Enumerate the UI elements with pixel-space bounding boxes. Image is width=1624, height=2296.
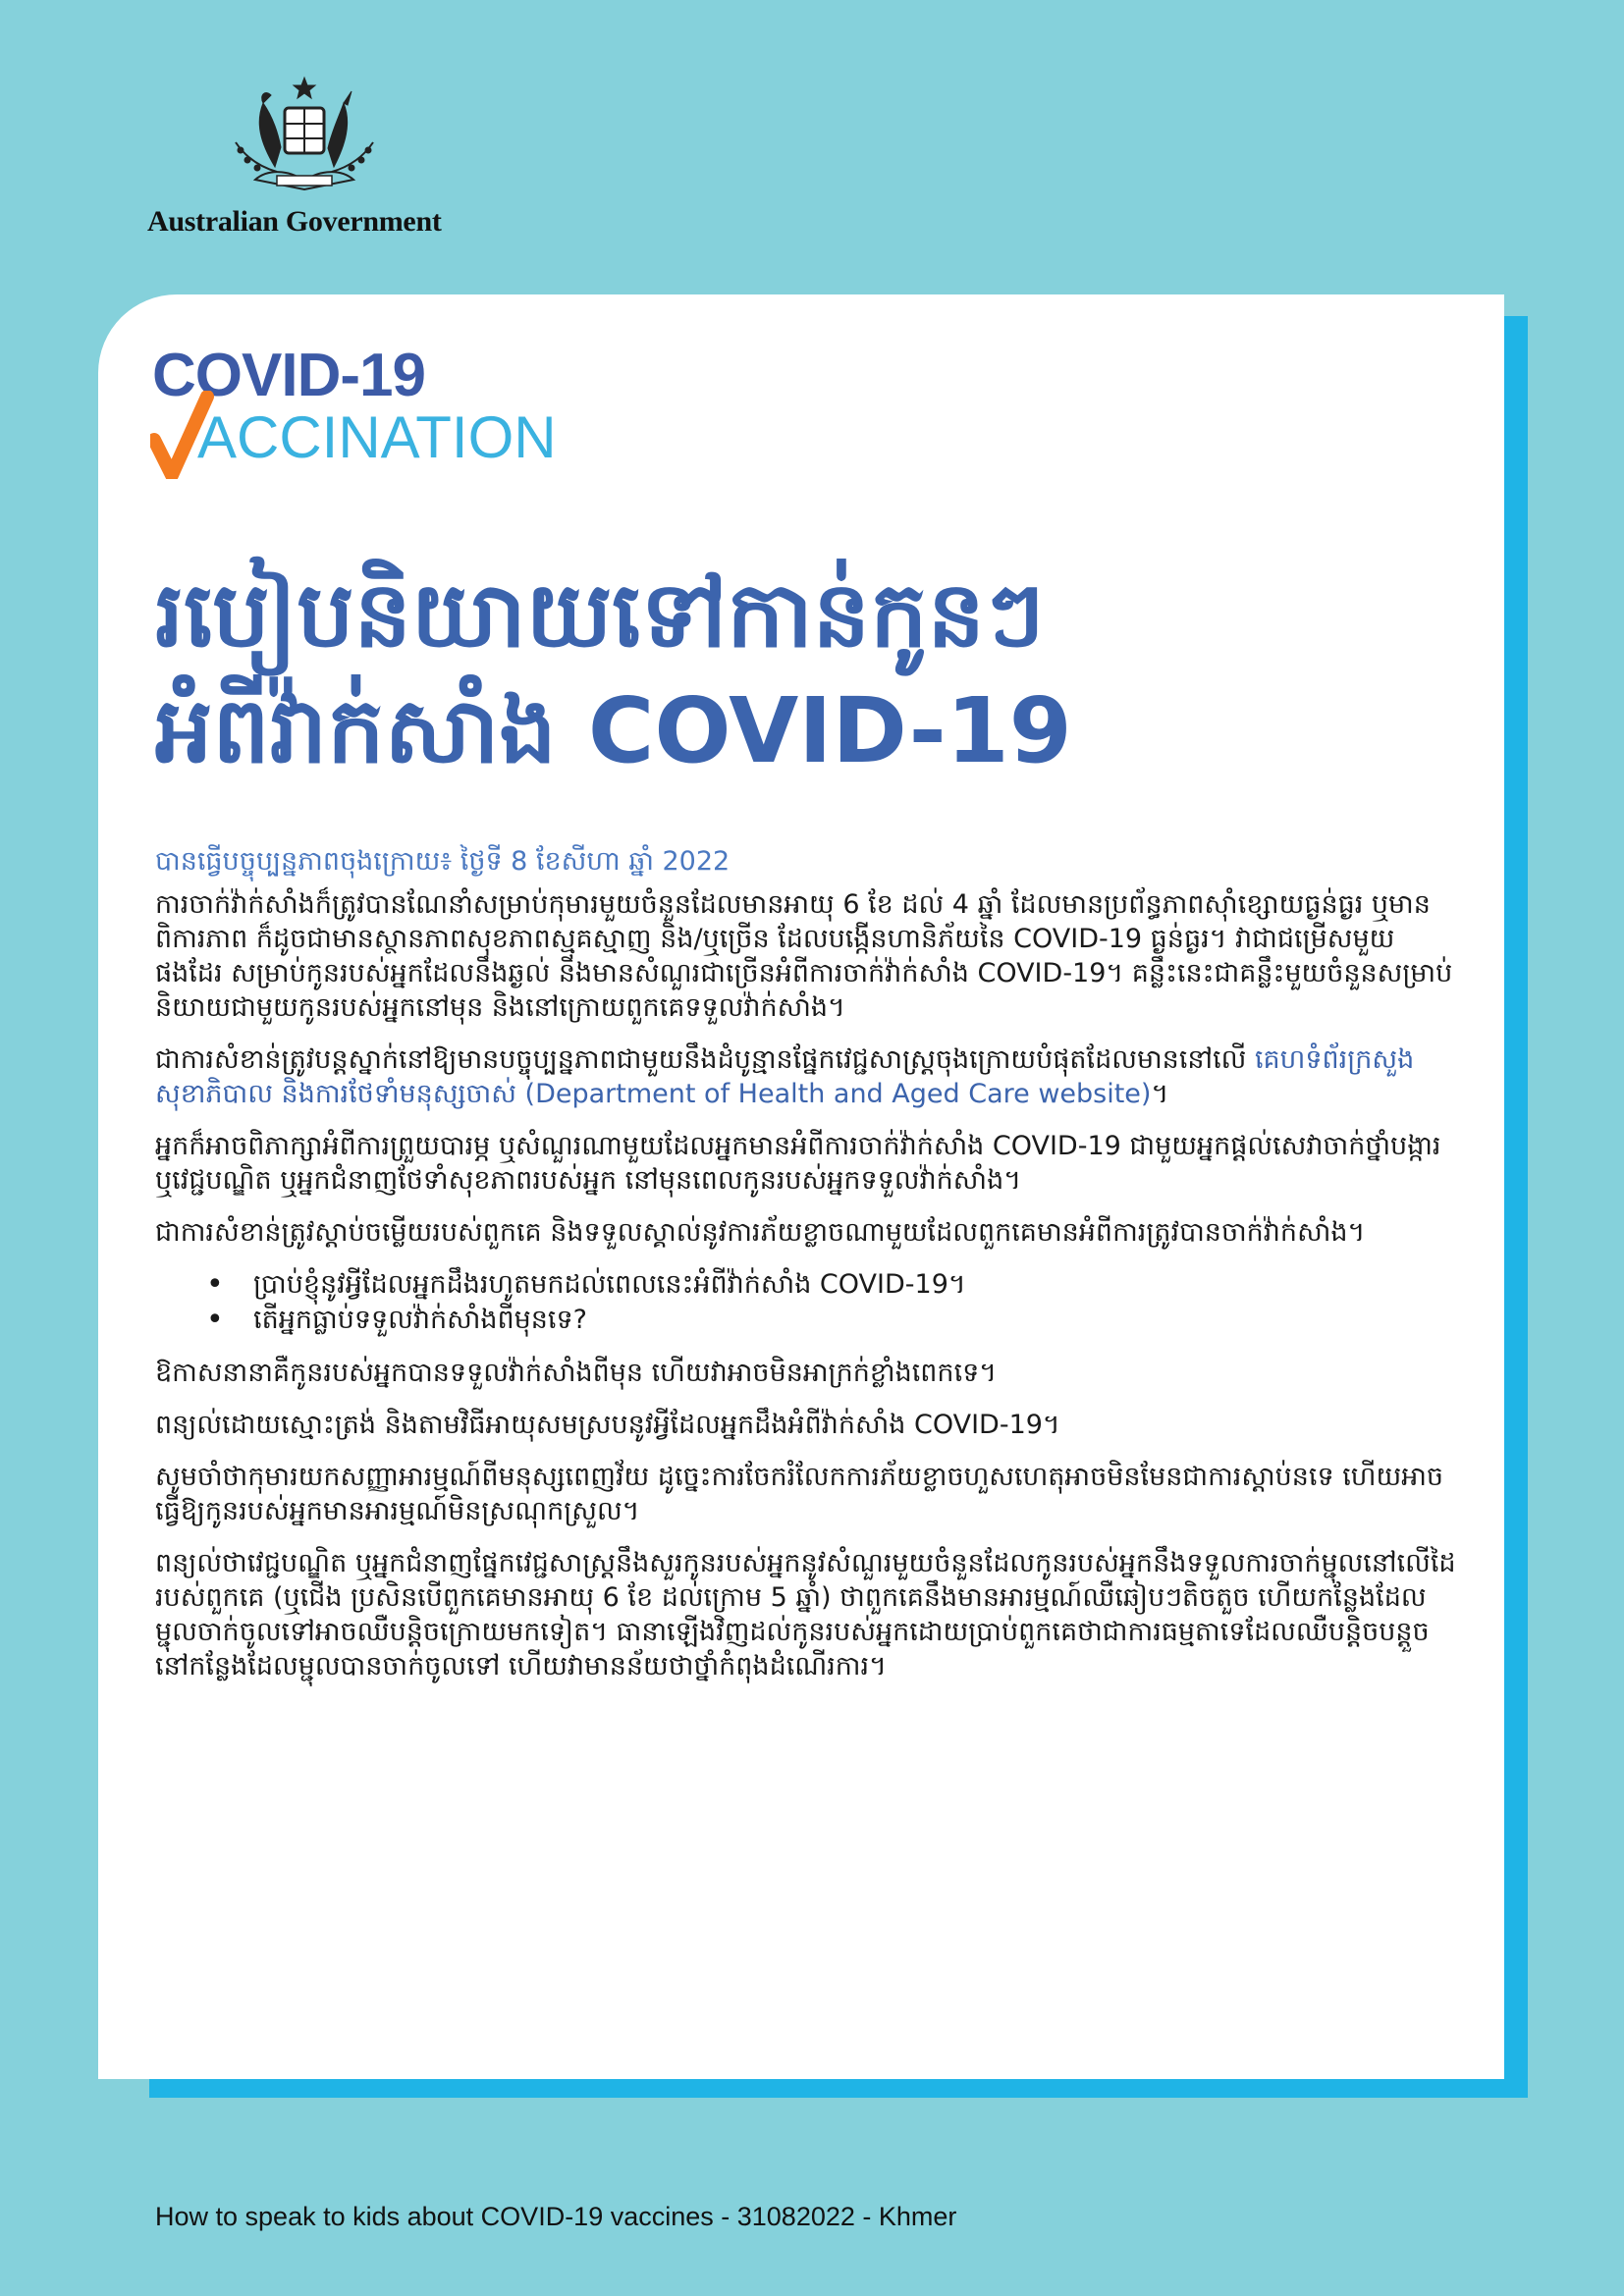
- paragraph-5: ឱកាសនានាគឺកូនរបស់អ្នកបានទទួលវ៉ាក់សាំងពីមុន ហើយវាអាចមិនអាក្រក់ខ្លាំងពេកទេ។: [155, 1358, 998, 1388]
- paragraph-2-end: ។: [1151, 1079, 1169, 1109]
- government-name: Australian Government: [147, 205, 442, 238]
- page-title: [155, 558, 1432, 789]
- paragraph-7: សូមចាំថាកុមារយកសញ្ញាអារម្មណ៍ពីមនុស្សពេញវ័យ ដូច្នេះការចែករំលែកការភ័យខ្លាចហួសហេតុអាចមិនមែនជាការស្តាប់នទេ ហើយអាចធ្វើឱ្យកូនរបស់អ្នកមានអារម្មណ៍មិនស្រណុកស្រួល។: [155, 1462, 1444, 1526]
- title-line1: របៀបនិយាយទៅកាន់កូនៗ: [155, 562, 1045, 667]
- list-item: • ប្រាប់ខ្ញុំនូវអ្វីដែលអ្នកដឹងរហូតមកដល់ពេលនេះអំពីវ៉ាក់សាំង COVID-19។: [155, 1267, 1461, 1303]
- paragraph-3: អ្នកក៏អាចពិភាក្សាអំពីការព្រួយបារម្ភ ឬសំណួរណាមួយដែលអ្នកមានអំពីការចាក់វ៉ាក់សាំង COVID-19 ជាមួយអ្នកផ្តល់សេវាចាក់ថ្នាំបង្ការ ឬវេជ្ជបណ្ឌិត ឬអ្នកជំនាញថែទាំសុខភាពរបស់អ្នក នៅមុនពេលកូនរបស់អ្នកទទួលវ៉ាក់សាំង។: [155, 1131, 1441, 1196]
- coat-of-arms-logo: [216, 74, 393, 201]
- paragraph-2: [155, 1042, 1461, 1111]
- footer-text: How to speak to kids about COVID-19 vaccines - 31082022 - Khmer: [155, 2202, 957, 2231]
- health-department-link[interactable]: គេហទំព័រក្រសួងសុខាភិបាល និងការថែទាំមនុស្សចាស់ (Department of Health and Aged Care website): [155, 1044, 1415, 1109]
- content-card: [98, 294, 1504, 2079]
- logo-line1: COVID-19: [152, 342, 425, 409]
- paragraph-4: ជាការសំខាន់ត្រូវស្តាប់ចម្លើយរបស់ពួកគេ និងទទួលស្គាល់នូវការភ័យខ្លាចណាមួយដែលពួកគេមានអំពីការត្រូវបានចាក់វ៉ាក់សាំង។: [155, 1217, 1366, 1248]
- logo-line2: ACCINATION: [197, 404, 557, 470]
- paragraph-2-text: ជាការសំខាន់ត្រូវបន្តស្នាក់នៅឱ្យមានបច្ចុប្បន្នភាពជាមួយនឹងដំបូន្មានផ្នែកវេជ្ជសាស្ត្រចុងក្រោយបំផុតដែលមាននៅលើ: [155, 1044, 1255, 1075]
- government-header: [147, 74, 461, 239]
- body-content: [155, 844, 1461, 1701]
- paragraph-6: ពន្យល់ដោយស្មោះត្រង់ និងតាមវិធីអាយុសមស្របនូវអ្វីដែលអ្នកដឹងអំពីវ៉ាក់សាំង COVID-19។: [155, 1410, 1060, 1440]
- last-updated: បានធ្វើបច្ចុប្បន្នភាពចុងក្រោយ៖ ថ្ងៃទី 8 ខែសីហា ឆ្នាំ 2022: [155, 846, 731, 877]
- covid-vaccination-logo: [152, 342, 594, 473]
- list-item: • តើអ្នកធ្លាប់ទទួលវ៉ាក់សាំងពីមុនទេ?: [155, 1303, 1461, 1338]
- title-line2: អំពីវ៉ាក់សាំង COVID-19: [155, 678, 1072, 783]
- question-list: [155, 1267, 1461, 1338]
- paragraph-1: ការចាក់វ៉ាក់សាំងក៏ត្រូវបានណែនាំសម្រាប់កុមារមួយចំនួនដែលមានអាយុ 6 ខែ ដល់ 4 ឆ្នាំ ដែលមានប្រព័ន្ធភាពស៊ាំខ្សោយធ្ងន់ធ្ងរ ឬមានពិការភាព ក៏ដូចជាមានស្ថានភាពសុខភាពស្មុគស្មាញ និង/ឬច្រើន ដែលបង្កើនហានិភ័យនៃ COVID-19 ធ្ងន់ធ្ងរ។ វាជាជម្រើសមួយផងដែរ សម្រាប់កូនរបស់អ្នកដែលនឹងឆ្ងល់ និងមានសំណួរជាច្រើនអំពីការចាក់វ៉ាក់សាំង COVID-19។ គន្លឹះនេះជាគន្លឹះមួយចំនួនសម្រាប់និយាយជាមួយកូនរបស់អ្នកនៅមុន និងនៅក្រោយពួកគេទទួលវ៉ាក់សាំង។: [155, 889, 1453, 1023]
- paragraph-8: ពន្យល់ថាវេជ្ជបណ្ឌិត ឬអ្នកជំនាញផ្នែកវេជ្ជសាស្ត្រនឹងសួរកូនរបស់អ្នកនូវសំណួរមួយចំនួនដែលកូនរបស់អ្នកនឹងទទួលការចាក់ម្ជុលនៅលើដៃរបស់ពួកគេ (ឬជើង ប្រសិនបើពួកគេមានអាយុ 6 ខែ ដល់ក្រោម 5 ឆ្នាំ) ថាពួកគេនឹងមានអារម្មណ៍ឈឺឆៀបៗតិចតួច ហើយកន្លែងដែលម្ជុលចាក់ចូលទៅអាចឈឺបន្តិចក្រោយមកទៀត។ ធានាឡើងវិញដល់កូនរបស់អ្នកដោយប្រាប់ពួកគេថាជាការធម្មតាទេដែលឈឺបន្តិចបន្តួចនៅកន្លែងដែលម្ជុលបានចាក់ចូលទៅ ហើយវាមានន័យថាថ្នាំកំពុងដំណើរការ។: [155, 1548, 1456, 1682]
